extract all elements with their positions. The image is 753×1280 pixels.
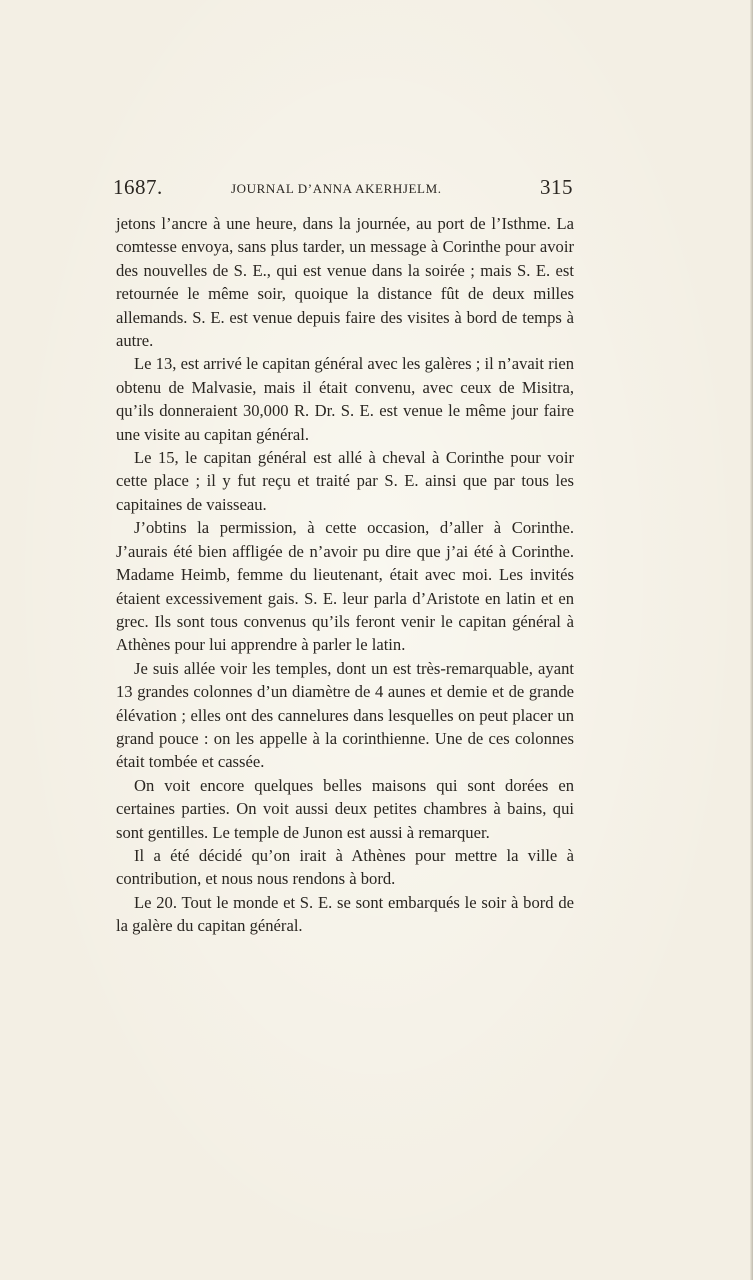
running-header xyxy=(113,175,573,205)
paragraph: Il a été décidé qu’on irait à Athènes pour mettre la ville à contribution, et nous nous rendons à bord. xyxy=(116,845,574,889)
paragraph: Le 20. Tout le monde et S. E. se sont embarqués le soir à bord de la galère du capitan général. xyxy=(116,892,574,936)
page-number: 315 xyxy=(540,175,573,199)
header-title: JOURNAL D’ANNA AKERHJELM. xyxy=(231,181,442,196)
paragraph: Je suis allée voir les temples, dont un est très-remarquable, ayant 13 grandes colonnes d’un diamètre de 4 aunes et demie et de grande élévation ; elles ont des cannelures dans lesquelles on peut placer un grand pouce : on les appelle à la corinthienne. Une de ces colonnes était tombée et cassée. xyxy=(116,658,574,772)
paragraph: Le 15, le capitan général est allé à cheval à Corinthe pour voir cette place ; il y fut reçu et traité par S. E. ainsi que par tous les capitaines de vaisseau. xyxy=(116,448,574,514)
paragraph: Le 13, est arrivé le capitan général avec les galères ; il n’avait rien obtenu de Malvasie, mais il était convenu, avec ceux de Misitra, qu’ils donneraient 30,000 R. Dr. S. E. est venue le même jour faire une visite au capitan général. xyxy=(116,354,574,444)
paragraph-continuation: jetons l’ancre à une heure, dans la journée, au port de l’Isthme. La comtesse envoya, sans plus tarder, un message à Corinthe pour avoir des nouvelles de S. E., qui est venue dans la soirée ; mais S. E. est retournée le même soir, quoique la distance fût de deux milles allemands. S. E. est venue depuis faire des visites à bord de temps à autre. xyxy=(116,214,574,351)
paragraph: J’obtins la permission, à cette occasion, d’aller à Corinthe. J’aurais été bien affligée de n’avoir pu dire que j’ai été à Corinthe. Madame Heimb, femme du lieutenant, était avec moi. Les invités étaient excessivement gais. S. E. leur parla d’Aristote en latin et en grec. Ils sont tous convenus qu’ils feront venir le capitan général à Athènes pour lui apprendre à parler le latin. xyxy=(116,518,574,655)
header-year: 1687. xyxy=(113,175,163,199)
body-text xyxy=(116,212,574,938)
paragraph: On voit encore quelques belles maisons qui sont dorées en certaines parties. On voit aussi deux petites chambres à bains, qui sont gentilles. Le temple de Junon est aussi à remarquer. xyxy=(116,775,574,842)
